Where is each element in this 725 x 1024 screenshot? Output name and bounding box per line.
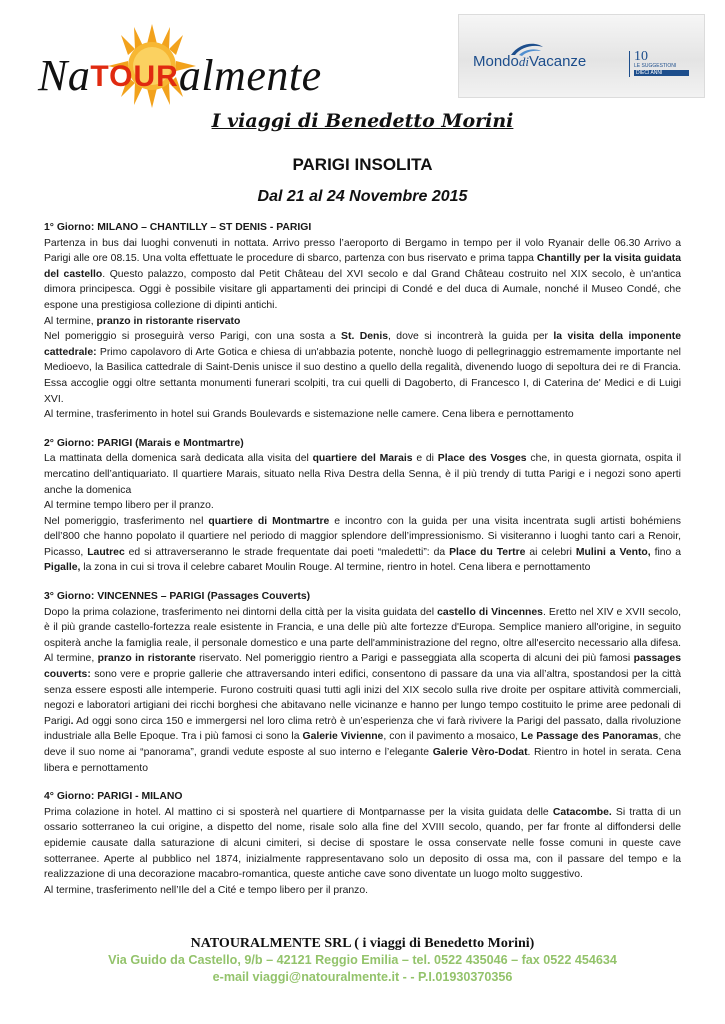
text: Al termine, [44, 315, 97, 327]
logo-suffix: almente [178, 51, 322, 100]
day-paragraph [44, 514, 681, 576]
text: . Questo palazzo, composto dal Petit Château del XVI secolo e dal Grand Château costruito nel XIX secolo, è un'antica dimora principesca. Oggi è possibile visitare gli appartamenti dei principi di Condé e del duca di Aumale, nonché il Museo Condé, che espone una prestigiosa collezione di dipinti antichi. [44, 268, 681, 311]
text: Al termine, trasferimento in hotel sui Grands Boulevards e sistemazione nelle camere. Cena libera e pernottamento [44, 409, 574, 421]
text: Al termine tempo libero per il pranzo. [44, 500, 214, 512]
day-heading: 4° Giorno: PARIGI - MILANO [44, 791, 183, 803]
badge-line2: DIECI ANNI [634, 70, 689, 76]
text: e di [412, 453, 438, 465]
page-subtitle: I viaggi di Benedetto Morini [211, 110, 514, 132]
day-paragraph [44, 407, 681, 423]
bold-text: Mulini a Vento, [575, 546, 651, 558]
text: Ad oggi sono circa 150 e immergersi nel loro clima retrò è un’esperienza che vi farà rivivere la Parigi del passato, dalla rivoluzione industriale alla Belle Epoque. Tra i più famosi ci sono la [44, 715, 681, 743]
natouralmente-logo [38, 22, 358, 112]
mondo-di-vacanze-logo [458, 14, 705, 98]
brand-mondo: Mondo [473, 53, 519, 70]
badge-line1: LE SUGGESTIONI [634, 63, 677, 69]
logo-prefix: Na [38, 51, 91, 100]
text: Nel pomeriggio, trasferimento nel [44, 515, 209, 527]
text: Si tratta di un ossario sotterraneo la cui origine, a dispetto del nome, risale solo alla fine del XVIII secolo, quando, per far fronte al diffondersi delle epidemie causate dalla saturazione di alcuni cimiteri, si decise di spostare le ossa conservate nelle fosse comuni in queste cave sotterranee. Aperte al pubblico nel 1874, inizialmente rappresentavano solo un deposito di ossa ma, con il passare del tempo e la realizzazione di una decorazione macabro-romantica, queste antiche cave sono diventate un luogo molto suggestivo. [44, 806, 681, 881]
text: la zona in cui si trova il celebre cabaret Moulin Rouge. Al termine, rientro in hotel. Cena libera e pernottamento [80, 562, 591, 574]
bold-text: la visita della imponente cattedrale: [44, 331, 681, 358]
text: , che deve il suo nome ai “panorama”, grandi vedute esposte al suo interno e l’elegante [44, 731, 682, 758]
text: Prima colazione in hotel. Al mattino ci si sposterà nel quartiere di Montparnasse per la visita guidata delle [44, 806, 553, 818]
bold-text: Lautrec [87, 546, 125, 558]
mondo-di-vacanze-wordmark [473, 53, 586, 70]
text: che, in questa giornata, ospita il mercatino dell’antiquariato. Il quartiere Marais, situato nella Riva Destra della Senna, è il più trendy di tutta Parigi e i negozi sono aperti anche la domenica [44, 453, 681, 496]
day-paragraph [44, 883, 681, 899]
day-paragraph [44, 805, 681, 883]
text: . Eretto nel XIV e XVII secolo, è il più grande castello-fortezza reale esistente in Francia, e una delle più alte fortezze d'Europa. Semplice maniero all'origine, in seguito ospiterà anche la famiglia reale, il personale domestico e una parte dell'amministrazione del regno, oltre all'esercito necessario alla difesa. Al termine, [44, 606, 681, 665]
bold-text: Le Passage des Panoramas [521, 731, 659, 743]
brand-vacanze: Vacanze [529, 53, 587, 70]
brand-di: di [518, 54, 529, 69]
text: ed si attraverseranno le strade frequentate dai poeti “maledetti”: da [124, 546, 450, 558]
bold-text: Galerie Vèro-Dodat [432, 747, 528, 758]
text: Al termine, trasferimento nell’Ile del a Cité e tempo libero per il pranzo. [44, 884, 368, 896]
ten-years-badge [629, 51, 689, 77]
day-paragraph [44, 314, 681, 330]
text: e incontro con la guida per una visita incentrata sugli artisti bohémiens dell’800 che hanno popolato il quartiere nel periodo di maggior splendore dell’impressionismo. Si visiteranno i luoghi tanto cari a Renoir, Picasso, [44, 515, 681, 558]
trip-dates: Dal 21 al 24 Novembre 2015 [257, 188, 468, 205]
bold-text: castello di Vincennes [437, 606, 543, 618]
text: Nel pomeriggio si proseguirà verso Parigi, con una sosta a [44, 331, 342, 343]
bold-text: St. Denis [341, 331, 389, 343]
text: , dove si incontrerà la guida per [388, 331, 554, 343]
bold-text: Place des Vosges [437, 453, 527, 465]
bold-text: quartiere di Montmartre [208, 515, 330, 527]
text: , con il pavimento a mosaico, [383, 731, 522, 743]
bold-text: Pigalle, [44, 562, 81, 574]
text: ai celebri [525, 546, 576, 558]
text: Partenza in bus dai luoghi convenuti in nottata. Arrivo presso l’aeroporto di Bergamo in tempo per il volo Ryanair delle 06.30 Arrivo a Parigi alle ore 08.15. Una volta effettuate le procedure di sbarco, partenza con bus riservato e prima tappa [44, 237, 681, 265]
day-paragraph [44, 329, 681, 407]
logo-highlight: TOUR [90, 60, 179, 93]
bold-text: Place du Tertre [449, 546, 526, 558]
text: sono vere e proprie gallerie che attraversando interi edifici, consentono di passare da una via all’altra, spostandosi per la città senza essere esposti alle intemperie. Furono costruiti quasi tutti agli inizi del XIX secolo sulla rive droite per ospitare attività commerciali, negozi e laboratori artigiani dei ricchi borghesi che abitavano nelle vicinanze e hanno per lungo tempo costituito le prime aree pedonali di Parigi [44, 669, 681, 727]
day-spacer [44, 776, 681, 789]
text: La mattinata della domenica sarà dedicata alla visita del [44, 453, 313, 465]
day-paragraph [44, 605, 681, 777]
day-heading: 2° Giorno: PARIGI (Marais e Montmartre) [44, 437, 244, 449]
text: Primo capolavoro di Arte Gotica e chiesa di un'abbazia potente, nonchè luogo di pellegrinaggio estremamente importante nel Medioevo, la Basilica cattedrale di Saint-Denis unisce il suo destino a quello della regalità, divenendo luogo di sepoltura dei re di Francia. Essa accoglie oggi oltre settanta monumenti funerari scolpiti, tra cui quelli di Dagoberto, di Francesco I, di Caterina de' Medici e di Luigi XVI. [44, 346, 681, 405]
day-paragraph [44, 236, 681, 314]
badge-number: 10 [634, 49, 648, 64]
text: riservato. Nel pomeriggio rientro a Parigi e passeggiata alla scoperta di alcuni dei più famosi [195, 653, 634, 665]
day-paragraph [44, 498, 681, 514]
day-spacer [44, 576, 681, 589]
bold-text: Catacombe. [552, 806, 612, 818]
bold-text: quartiere del Marais [312, 453, 413, 465]
page-title: PARIGI INSOLITA [292, 155, 433, 174]
day-spacer [44, 423, 681, 436]
footer-address: Via Guido da Castello, 9/b – 42121 Reggio Emilia – tel. 0522 435046 – fax 0522 454634 [108, 953, 617, 967]
bold-text: pranzo in ristorante riservato [96, 315, 241, 327]
text: fino a [650, 546, 682, 558]
day-paragraph [44, 451, 681, 498]
bold-text: pranzo in ristorante [97, 653, 196, 665]
bold-text: passages couverts: [44, 653, 681, 681]
footer-contacts: e-mail viaggi@natouralmente.it - - P.I.01930370356 [212, 970, 513, 984]
text: Dopo la prima colazione, trasferimento nei dintorni della città per la visita guidata del [44, 606, 438, 618]
footer-company: NATOURALMENTE SRL ( i viaggi di Benedetto Morini) [190, 936, 535, 951]
itinerary [44, 220, 681, 898]
bold-text: . [70, 715, 74, 727]
day-heading: 1° Giorno: MILANO – CHANTILLY – ST DENIS - PARIGI [44, 222, 312, 233]
day-heading: 3° Giorno: VINCENNES – PARIGI (Passages Couverts) [44, 591, 311, 603]
text: . Rientro in hotel in serata. Cena libera e pernottamento [44, 747, 681, 774]
bold-text: Galerie Vivienne [302, 731, 384, 743]
bold-text: Chantilly per la visita guidata del castello [44, 253, 682, 280]
footer [0, 935, 725, 986]
